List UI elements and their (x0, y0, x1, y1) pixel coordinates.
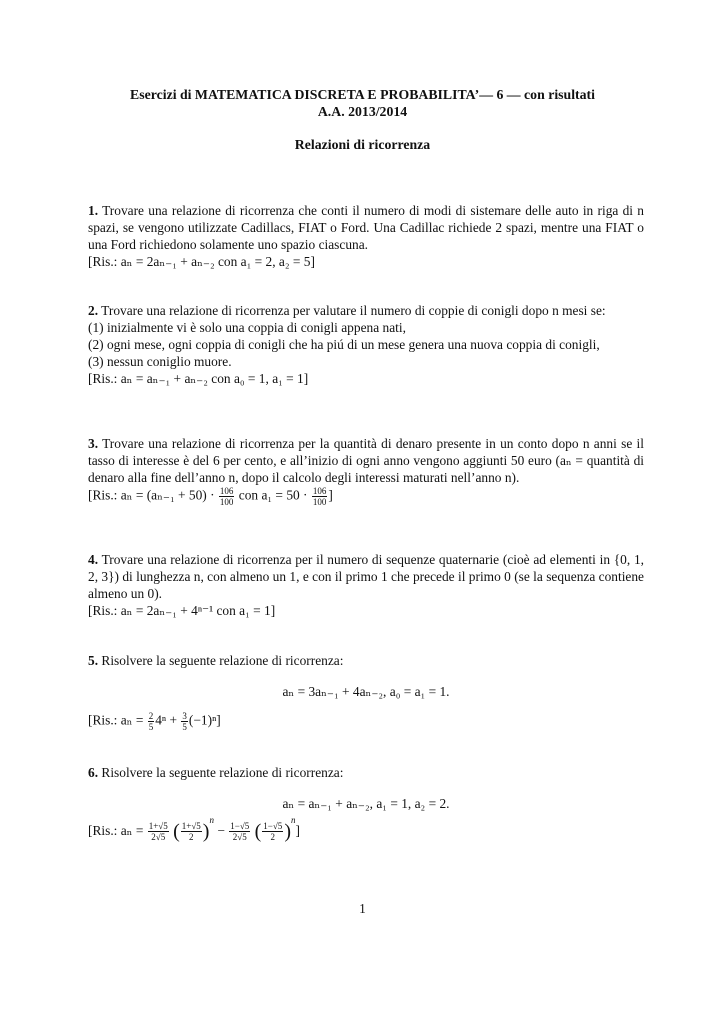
list-item: (3) nessun coniglio muore. (88, 354, 232, 369)
fraction: $\frac{1+√5}{2}$ (181, 821, 201, 843)
exercise-1 (88, 202, 644, 270)
exercise-3 (88, 435, 644, 507)
exercise-6 (88, 764, 644, 781)
title-line-2: A.A. 2013/2014 (317, 104, 408, 119)
page-number: 1 (359, 901, 366, 916)
display-equation: aₙ = 3aₙ₋₁ + 4aₙ₋₂, a₀ = a₁ = 1. (282, 684, 450, 699)
exercise-text: Trovare una relazione di ricorrenza che conti il numero di modi di sistemare delle auto in riga di n spazi, se vengono utilizzate Cadillacs, FIAT o Ford. Una Cadillac richiede 2 spazi, mentre una FIAT o una Ford richiedono solamente uno spazio ciascuna. (88, 203, 644, 252)
exercise-number: 2. (88, 303, 99, 318)
list-item: (1) inizialmente vi è solo una coppia di conigli appena nati, (88, 320, 406, 335)
exercise-text: Trovare una relazione di ricorrenza per il numero di sequenze quaternarie (cioè ad elementi in {0, 1, 2, 3}) di lunghezza n, con almeno un 1, e con il primo 1 che precede il primo 0 (se la sequenza contiene almeno un 0). (88, 552, 645, 601)
exercise-text: Risolvere la seguente relazione di ricorrenza: (101, 653, 344, 668)
exercise-number: 3. (88, 436, 99, 451)
fraction: $\frac{1+√5}{2√5}$ (148, 821, 168, 843)
exercise-4 (88, 551, 644, 619)
exercise-number: 4. (88, 552, 99, 567)
list-item: (2) ogni mese, ogni coppia di conigli che ha piú di un mese genera una nuova coppia di conigli, (88, 337, 600, 352)
exercise-result: [Ris.: aₙ = 2aₙ₋₁ + 4ⁿ⁻¹ con a₁ = 1] (88, 603, 276, 618)
exercise-result: [Ris.: aₙ = 2aₙ₋₁ + aₙ₋₂ con a₁ = 2, a₂ = 5] (88, 254, 315, 269)
exercise-number: 6. (88, 765, 99, 780)
exercise-result: [Ris.: aₙ = aₙ₋₁ + aₙ₋₂ con a₀ = 1, a₁ = 1] (88, 371, 309, 386)
fraction: $\frac{2}{5}$ (148, 711, 154, 732)
exercise-text: Risolvere la seguente relazione di ricorrenza: (101, 765, 344, 780)
document-header (0, 86, 725, 120)
fraction: $\frac{1-√5}{2}$ (263, 821, 283, 843)
display-equation: aₙ = aₙ₋₁ + aₙ₋₂, a₁ = 1, a₂ = 2. (282, 796, 450, 811)
fraction: $\frac{3}{5}$ (182, 711, 187, 732)
exercise-number: 5. (88, 653, 99, 668)
fraction: $\frac{1-√5}{2√5}$ (230, 821, 250, 843)
exercise-result: [Ris.: aₙ = (aₙ₋₁ + 50) · $\frac{106}{100}$ con a₁ = 50 · $\frac{106}{100}$ ] (88, 486, 333, 507)
fraction: $\frac{106}{100}$ (219, 486, 234, 507)
exercise-number: 1. (88, 203, 99, 218)
exercise-result: [Ris.: aₙ = $\frac{2}{5}$ 4ⁿ + $\frac{3}{5}$ (−1)ⁿ] (88, 711, 221, 732)
exercise-2 (88, 302, 644, 387)
exercise-text: Trovare una relazione di ricorrenza per valutare il numero di coppie di conigli dopo n mesi se: (101, 303, 606, 318)
exercise-result: [Ris.: aₙ = $\frac{1+√5}{2√5}$ ( $\frac{1+√5}{2}$ )$^n$ − $\frac{1-√5}{2√5}$ ( $\frac{1-√5}{2}$ )$^n$] (88, 815, 300, 843)
exercise-5 (88, 652, 644, 669)
exercise-text: Trovare una relazione di ricorrenza per la quantità di denaro presente in un conto dopo n anni se il tasso di interesse è del 6 per cento, e all’inizio di ogni anno vengono aggiunti 50 euro (aₙ = quantità di denaro alla fine dell’anno n, dopo il calcolo degli interessi maturati nell’anno n). (88, 436, 644, 485)
fraction: $\frac{106}{100}$ (312, 486, 327, 507)
section-title: Relazioni di ricorrenza (294, 137, 431, 152)
title-line-1: Esercizi di MATEMATICA DISCRETA E PROBABILITA’— 6 — con risultati (130, 87, 595, 102)
